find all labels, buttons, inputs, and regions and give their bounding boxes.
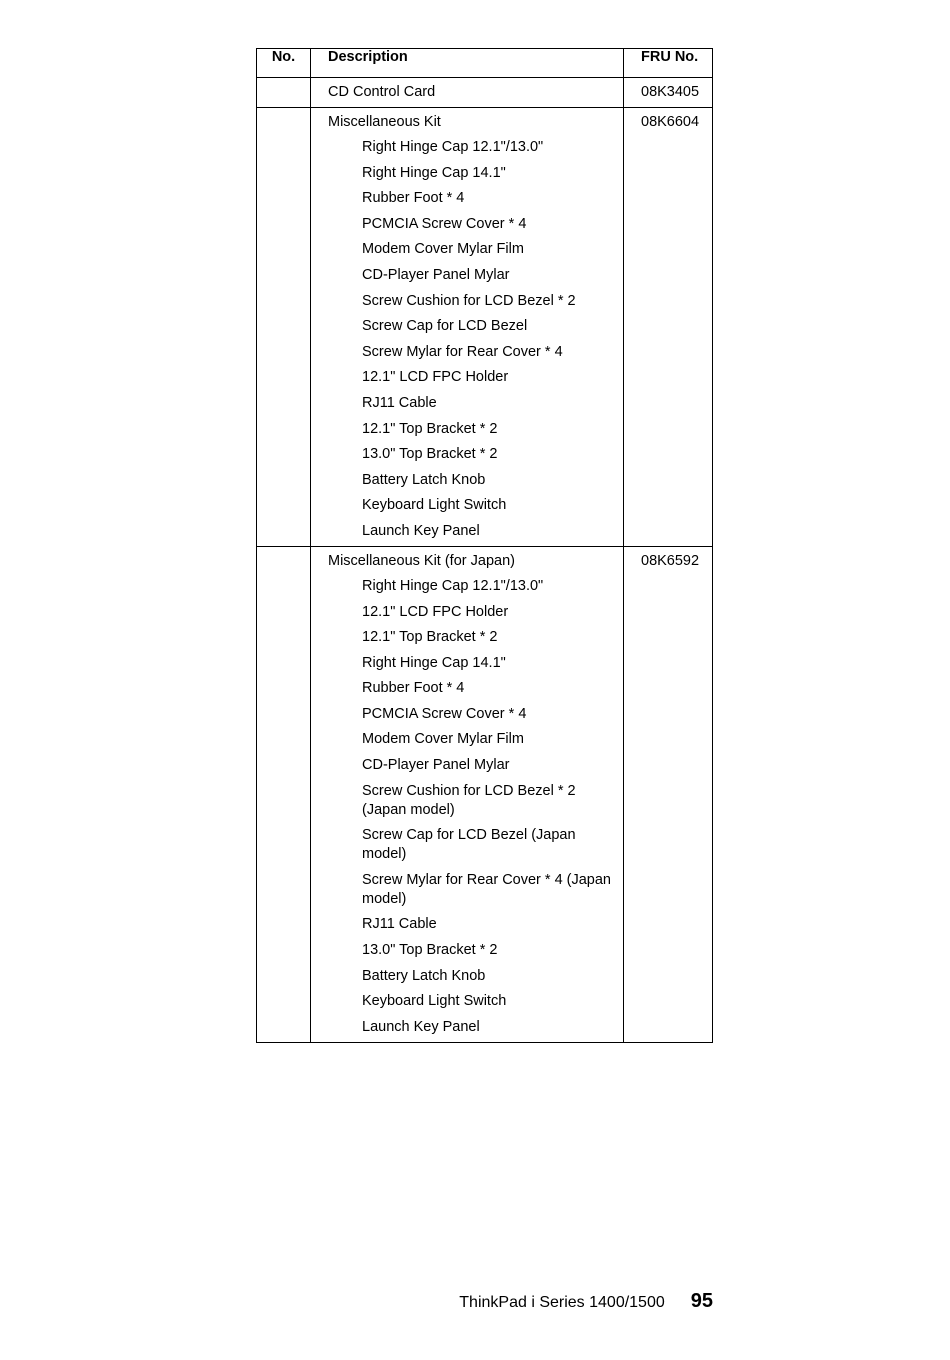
sub-item: PCMCIA Screw Cover * 4: [362, 705, 527, 722]
sub-item: Launch Key Panel: [362, 522, 480, 539]
cell-no: [257, 78, 311, 108]
item-description: Miscellaneous Kit: [328, 114, 441, 130]
fru-parts-table: [256, 48, 713, 1043]
table-row: [257, 108, 713, 547]
sub-item: Screw Cap for LCD Bezel: [362, 318, 528, 335]
header-fru-no: FRU No.: [624, 49, 713, 78]
cell-fru-no: [624, 546, 713, 1042]
sub-item: Keyboard Light Switch: [362, 993, 507, 1010]
sub-item: Right Hinge Cap 14.1": [362, 164, 506, 181]
sub-item: Right Hinge Cap 12.1"/13.0": [362, 577, 544, 594]
cell-fru-no: [624, 108, 713, 547]
cell-description: [311, 108, 624, 547]
sub-item: RJ11 Cable: [362, 916, 437, 933]
sub-item: PCMCIA Screw Cover * 4: [362, 215, 527, 232]
table-row: [257, 546, 713, 1042]
sub-item: 12.1" Top Bracket * 2: [362, 629, 498, 646]
sub-item: Keyboard Light Switch: [362, 497, 507, 514]
page-footer: [459, 1290, 713, 1313]
item-description: Miscellaneous Kit (for Japan): [328, 552, 515, 569]
sub-item: Screw Cushion for LCD Bezel * 2 (Japan model): [362, 782, 576, 818]
sub-item: Rubber Foot * 4: [362, 190, 465, 207]
cell-description: [311, 546, 624, 1042]
item-description: CD Control Card: [328, 84, 436, 100]
sub-item: 12.1" Top Bracket * 2: [362, 420, 498, 437]
sub-item: 12.1" LCD FPC Holder: [362, 369, 509, 386]
sub-item: Right Hinge Cap 12.1"/13.0": [362, 139, 544, 155]
sub-item: Screw Cushion for LCD Bezel * 2: [362, 292, 576, 309]
sub-item: Modem Cover Mylar Film: [362, 731, 524, 748]
sub-item: Screw Mylar for Rear Cover * 4 (Japan model): [362, 871, 611, 907]
table-header-row: [257, 49, 713, 78]
sub-item: Rubber Foot * 4: [362, 680, 465, 697]
cell-no: [257, 546, 311, 1042]
sub-item: CD-Player Panel Mylar: [362, 266, 510, 283]
cell-fru-no: [624, 78, 713, 108]
sub-item: CD-Player Panel Mylar: [362, 757, 510, 774]
sub-item: 12.1" LCD FPC Holder: [362, 603, 509, 620]
sub-item: 13.0" Top Bracket * 2: [362, 446, 498, 463]
cell-description: [311, 78, 624, 108]
sub-item: RJ11 Cable: [362, 394, 437, 411]
page-number: 95: [690, 1290, 713, 1312]
table-row: [257, 78, 713, 108]
sub-item: Screw Cap for LCD Bezel (Japan model): [362, 827, 576, 863]
sub-item: 13.0" Top Bracket * 2: [362, 942, 498, 959]
sub-item: Screw Mylar for Rear Cover * 4: [362, 343, 563, 360]
fru-number: 08K6592: [641, 552, 700, 569]
sub-item: Battery Latch Knob: [362, 471, 486, 488]
header-no: No.: [257, 49, 311, 78]
sub-item: Launch Key Panel: [362, 1018, 480, 1035]
fru-number: 08K6604: [641, 114, 700, 130]
table-body: [257, 78, 713, 1043]
footer-title: ThinkPad i Series 1400/1500: [459, 1294, 665, 1311]
sub-item: Right Hinge Cap 14.1": [362, 654, 506, 671]
fru-number: 08K3405: [641, 84, 700, 100]
sub-item: Battery Latch Knob: [362, 967, 486, 984]
sub-item: Modem Cover Mylar Film: [362, 241, 524, 258]
header-description: Description: [311, 49, 624, 78]
cell-no: [257, 108, 311, 547]
